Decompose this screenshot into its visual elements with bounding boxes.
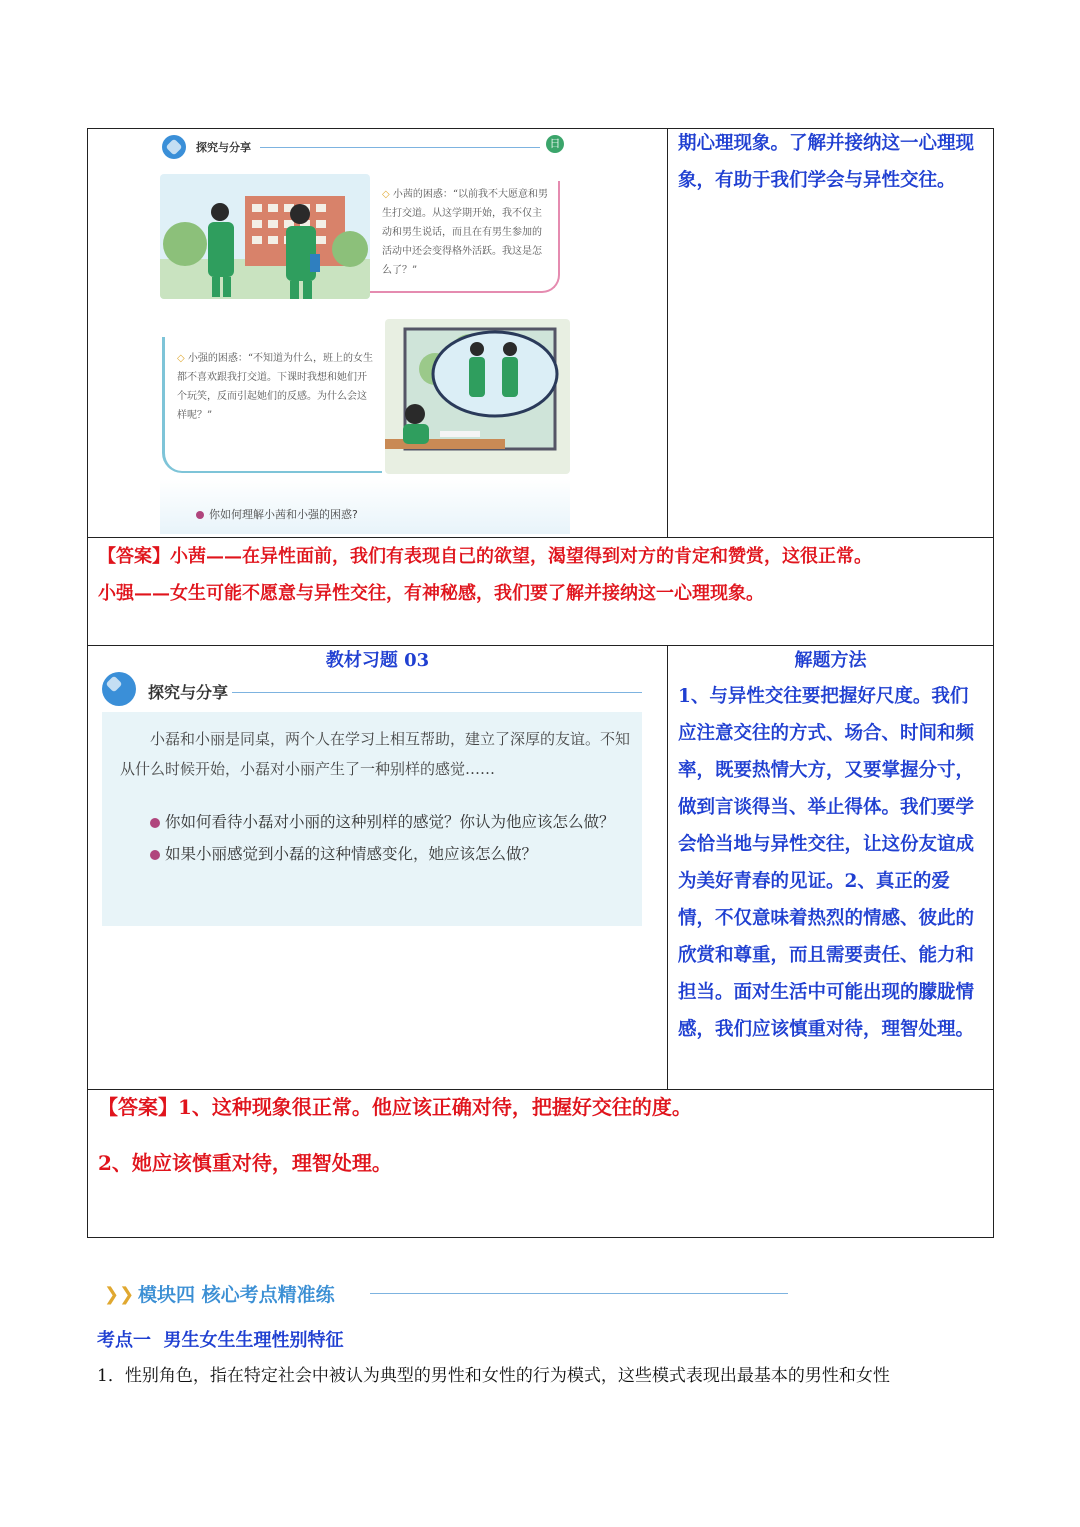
share-icon [162, 135, 186, 159]
exercise-title: 教材习题 03 [325, 650, 430, 671]
row1-right-text: 期心理现象。了解并接纳这一心理现象，有助于我们学会与异性交往。 [678, 133, 975, 191]
row3-left-cell [88, 646, 668, 1090]
bullet-icon [150, 818, 160, 828]
answer2-line2: 2、她应该慎重对待，理智处理。 [98, 1151, 392, 1175]
row3-right-cell [668, 646, 994, 1090]
answer1-line2: 小强——女生可能不愿意与异性交往，有神秘感，我们要了解并接纳这一心理现象。 [98, 583, 764, 604]
textbook-figure-2 [102, 683, 642, 926]
xiaoqiang-speech-bubble: ◇ 小强的困惑：“不知道为什么，班上的女生都不喜欢跟我打交道。下课时我想和她们开个玩笑，反而引起她们的反感。为什么会这样呢？” [162, 337, 382, 473]
xiaoqian-speech-bubble: ◇ 小茜的困惑：“以前我不大愿意和男生打交道。从这学期开始，我不仅主动和男生说话，而且在有男生参加的活动中还会变得格外活跃。我这是怎么了？” [370, 181, 560, 293]
share-icon [102, 672, 136, 706]
figure-question: 你如何理解小茜和小强的困惑? [196, 506, 358, 522]
method-title: 解题方法 [794, 650, 867, 671]
answer2-cell [88, 1090, 994, 1238]
page-badge-icon: 日 [546, 135, 564, 153]
exercise-table [87, 128, 994, 1238]
row1-right-cell [668, 129, 994, 538]
figure2-question-2: 如果小丽感觉到小磊的这种情感变化，她应该怎么做？ [150, 842, 537, 864]
answer1-cell [88, 538, 994, 646]
answer1-line1: 【答案】小茜——在异性面前，我们有表现自己的欲望，渴望得到对方的肯定和赞赏，这很正常。 [98, 546, 872, 567]
double-chevron-icon: ❯❯ [104, 1284, 135, 1305]
module-title: 模块四 核心考点精准练 [138, 1284, 335, 1306]
figure2-story: 小磊和小丽是同桌，两个人在学习上相互帮助，建立了深厚的友谊。不知从什么时候开始，小磊对小丽产生了一种别样的感觉…… [120, 730, 631, 778]
textbook-figure-1 [160, 129, 570, 534]
figure-header: 探究与分享 [196, 141, 251, 154]
answer2-line1: 【答案】1、这种现象很正常。他应该正确对待，把握好交往的度。 [98, 1095, 692, 1119]
bullet-icon [196, 511, 204, 519]
bullet-icon [150, 850, 160, 860]
point-title: 考点一 男生女生生理性别特征 [97, 1330, 344, 1351]
method-text: 1、与异性交往要把握好尺度。我们应注意交往的方式、场合、时间和频率，既要热情大方，又要掌握分寸，做到言谈得当、举止得体。我们要学会恰当地与异性交往，让这份友谊成为美好青春的见证。2、真正的爱情，不仅意味着热烈的情感、彼此的欣赏和尊重，而且需要责任、能力和担当。面对生活中可能出现的朦胧情感，我们应该慎重对待，理智处理。 [678, 686, 975, 1040]
figure2-header: 探究与分享 [148, 683, 229, 702]
figure2-question-1: 你如何看待小磊对小丽的这种别样的感觉？你认为他应该怎么做？ [150, 810, 615, 832]
module-header [104, 1280, 794, 1308]
point-paragraph: 1．性别角色，指在特定社会中被认为典型的男性和女性的行为模式，这些模式表现出最基本的男性和女性 [97, 1366, 890, 1386]
students-scene-illustration [160, 174, 370, 299]
textbook-image-cell-1 [88, 129, 668, 538]
boy-thinking-illustration [385, 319, 570, 474]
